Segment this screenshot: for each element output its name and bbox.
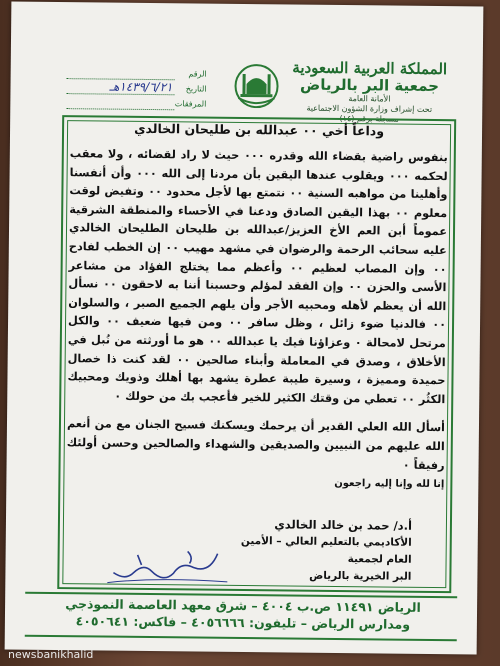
org-line-3: مسجلة برقم (١٤) [339,113,399,124]
letter-closing: إنا لله وإنا إليه راجعون [334,478,445,491]
handwritten-signature [97,542,237,587]
letter-body [66,120,448,490]
letter-page [5,2,484,655]
footer-address: الرياض ١١٤٩١ ص.ب ٤٠٠٤ – شرق معهد العاصمة النموذجي [65,596,421,615]
footer-contact: ومدارس الرياض – تليفون: ٤٠٥٦٦٦٦ – فاكس: ٤٠٥٠٦٤١ [75,613,411,632]
signatory-title-1: الأكاديمي بالتعليم العالي – الأمين العام لجمعية [240,534,412,566]
date-value: ١٤٣٩/٦/٢١هـ [109,79,173,95]
date-row [66,81,206,97]
organization-name: جمعية البر بالرياض [300,75,440,96]
org-line-1: الأمانة العامة [348,94,391,104]
letter-footer [35,596,451,632]
footer-divider-bottom [25,635,457,642]
letter-paragraph: بنفوس راضية بقضاء الله وقدره ٠٠٠ حيث لا راد لقضائه ، ولا معقب لحكمه ٠٠٠ ويقلوب عندها اليقين بأن مردنا إلى الله ٠٠٠ وأن أنفسنا وأهلينا من مواهبه السنية ٠٠ نتمتع بها لأجل محدود ٠٠ وتفيض لوقت معلوم ٠٠ بهذا اليقين الصادق ودعنا في الأحساء والمنطقة الشرقية عموماً أبن العم الأخ العزيز/عبدالله بن طليحان الطليحان الخالدي عليه سحائب الرحمة والرضوان في مشهد مهيب ٠٠ إن الخطب لفادح ٠٠ وإن المصاب لعظيم ٠٠ وأعظم مما يختلج الفؤاد من مشاعر الأسى والحزن ٠٠ وإن الفقد لمؤلم وحسبنا أننا به لاحقون ٠٠ نسأل الله أن يعظم لأهله ومحبيه الأجر وأن يلهم الجميع الصبر ، والسلوان ٠٠ فالدنيا ضوء زائل ، وظل سافر ٠٠ ومن فيها ضعيف ٠٠ والكل مرتحل لامحالة ٠ وعزاؤنا فيك يا عبدالله ٠٠ هو ما أورثته من نُبل في الأخلاق ، وصدق في المعاملة وأبناء صالحين ٠٠ لقد كنت ذا خصال حميدة ومميزة ، وسيرة طيبة عطرة يشهد بها أهلك وذويك ومحبيك الكثُر ٠٠ تعطي من وقتك الكثير للخير فأعجب بك من حولك ٠ [67,147,448,406]
org-line-2: تحت إشراف وزارة الشؤون الاجتماعية [306,103,433,114]
signatory-name: أ.د/ حمد بن خالد الخالدي [274,517,413,533]
letterhead [10,2,483,124]
attachments-row [66,96,206,112]
date-label: التاريخ [185,84,207,94]
signatory-title-2: البر الخيرية بالرياض [309,569,412,583]
attachments-label: المرفقات [174,99,207,109]
signature-block [231,516,412,586]
organization-block [274,58,465,125]
ref-number-label: الرقم [188,69,207,79]
country-title: المملكة العربية السعودية [292,58,448,79]
letter-title: وداعاً أخي ٠٠ عبدالله بن طليحان الخالدي [134,120,385,139]
letter-prayer: أسأل الله العلي القدير أن يرحمك ويسكنك فسيح الجنان مع من أنعم الله عليهم من النبيين والصديقين والشهداء والصالحين وحسن أولئك رفيقاً ٠ [66,417,446,472]
mosque-logo-icon [232,62,280,109]
watermark: newsbanikhalid [8,648,94,661]
reference-block [66,66,206,112]
